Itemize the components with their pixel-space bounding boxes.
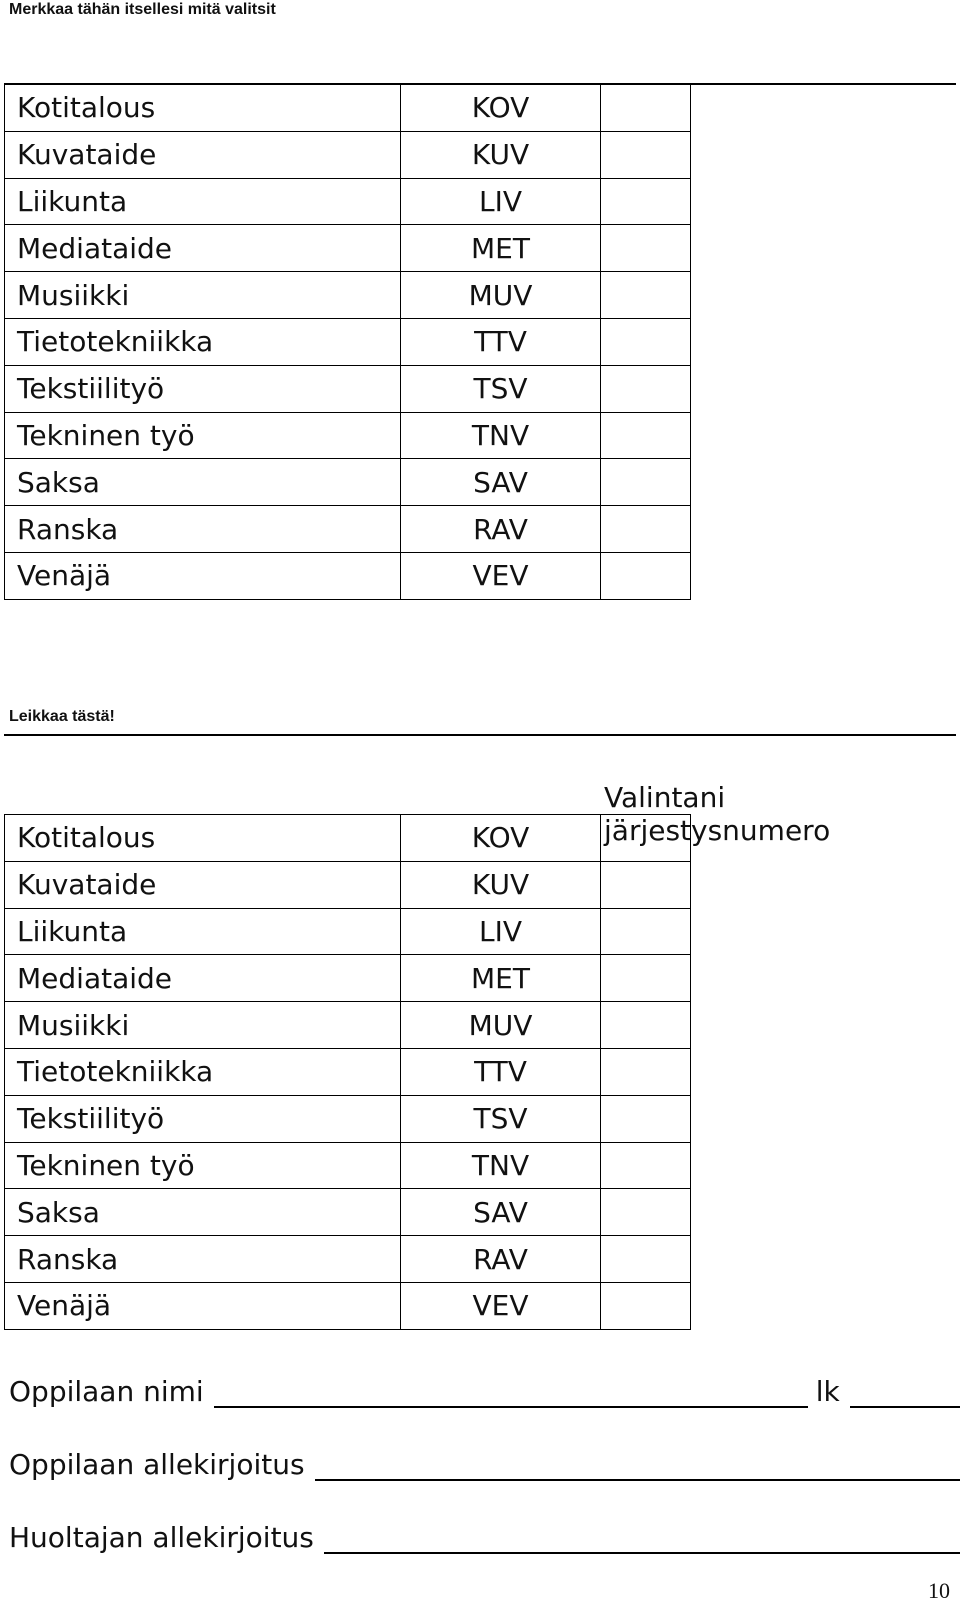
order-number-box[interactable]	[601, 272, 691, 319]
subject-code: KOV	[401, 85, 601, 132]
order-number-box[interactable]	[601, 908, 691, 955]
return-subject-row	[5, 1048, 691, 1095]
order-number-box[interactable]	[601, 955, 691, 1002]
subject-code: TTV	[401, 1048, 601, 1095]
class-label: lk	[815, 1375, 840, 1408]
return-subject-row	[5, 955, 691, 1002]
order-number-heading: Valintani järjestysnumero	[604, 781, 831, 847]
subject-name: Tekninen työ	[5, 1142, 401, 1189]
subject-code: TSV	[401, 365, 601, 412]
subject-name: Tietotekniikka	[5, 318, 401, 365]
return-subject-row	[5, 1236, 691, 1283]
return-subject-row	[5, 1002, 691, 1049]
subject-code: SAV	[401, 1189, 601, 1236]
return-subject-row	[5, 1095, 691, 1142]
subject-name: Kuvataide	[5, 861, 401, 908]
guardian-signature-line[interactable]	[324, 1522, 960, 1554]
subject-name: Saksa	[5, 459, 401, 506]
subject-code: TSV	[401, 1095, 601, 1142]
subject-code: MET	[401, 955, 601, 1002]
guardian-signature-label: Huoltajan allekirjoitus	[9, 1521, 314, 1554]
subject-code: KOV	[401, 815, 601, 862]
order-number-box[interactable]	[601, 1282, 691, 1329]
page-number: 10	[928, 1578, 950, 1603]
class-line[interactable]	[850, 1376, 960, 1408]
subject-name: Mediataide	[5, 955, 401, 1002]
student-signature-line[interactable]	[315, 1449, 960, 1481]
student-name-field[interactable]	[9, 1375, 960, 1408]
order-number-box[interactable]	[601, 365, 691, 412]
subject-name: Venäjä	[5, 552, 401, 599]
subject-code: RAV	[401, 506, 601, 553]
subject-code: KUV	[401, 861, 601, 908]
subject-name: Saksa	[5, 1189, 401, 1236]
subject-table-return	[4, 814, 691, 1330]
subject-name: Kotitalous	[5, 85, 401, 132]
student-signature-field[interactable]	[9, 1448, 960, 1481]
personal-subject-row	[5, 459, 691, 506]
subject-code: LIV	[401, 908, 601, 955]
order-number-box[interactable]	[601, 1002, 691, 1049]
student-name-line[interactable]	[214, 1376, 808, 1408]
return-subject-row	[5, 1282, 691, 1329]
return-subject-row	[5, 1189, 691, 1236]
cut-here-label: Leikkaa tästä!	[9, 708, 115, 725]
subject-name: Kotitalous	[5, 815, 401, 862]
order-number-box[interactable]	[601, 861, 691, 908]
personal-subject-row	[5, 131, 691, 178]
subject-code: TNV	[401, 412, 601, 459]
return-subject-row	[5, 1142, 691, 1189]
personal-subject-row	[5, 318, 691, 365]
student-name-label: Oppilaan nimi	[9, 1375, 204, 1408]
subject-name: Ranska	[5, 1236, 401, 1283]
subject-name: Venäjä	[5, 1282, 401, 1329]
order-number-box[interactable]	[601, 318, 691, 365]
subject-code: SAV	[401, 459, 601, 506]
personal-note-heading: Merkkaa tähän itsellesi mitä valitsit	[9, 1, 276, 18]
subject-code: RAV	[401, 1236, 601, 1283]
order-number-box[interactable]	[601, 131, 691, 178]
subject-name: Kuvataide	[5, 131, 401, 178]
order-number-box[interactable]	[601, 1189, 691, 1236]
subject-code: VEV	[401, 552, 601, 599]
order-number-box[interactable]	[601, 225, 691, 272]
subject-code: LIV	[401, 178, 601, 225]
return-subject-row	[5, 908, 691, 955]
subject-name: Liikunta	[5, 178, 401, 225]
subject-code: TTV	[401, 318, 601, 365]
personal-subject-row	[5, 225, 691, 272]
order-number-box[interactable]	[601, 1236, 691, 1283]
personal-subject-row	[5, 85, 691, 132]
subject-name: Tekstiilityö	[5, 365, 401, 412]
guardian-signature-field[interactable]	[9, 1521, 960, 1554]
personal-subject-row	[5, 412, 691, 459]
subject-code: MUV	[401, 272, 601, 319]
cut-line	[4, 734, 956, 736]
subject-name: Musiikki	[5, 1002, 401, 1049]
order-number-box[interactable]	[601, 552, 691, 599]
subject-code: VEV	[401, 1282, 601, 1329]
order-number-box[interactable]	[601, 1048, 691, 1095]
personal-subject-row	[5, 365, 691, 412]
order-number-box[interactable]	[601, 178, 691, 225]
subject-name: Tietotekniikka	[5, 1048, 401, 1095]
subject-code: KUV	[401, 131, 601, 178]
order-number-box[interactable]	[601, 1095, 691, 1142]
order-number-box[interactable]	[601, 85, 691, 132]
subject-name: Mediataide	[5, 225, 401, 272]
order-number-box[interactable]	[601, 506, 691, 553]
order-number-box[interactable]	[601, 459, 691, 506]
subject-code: MET	[401, 225, 601, 272]
personal-subject-row	[5, 178, 691, 225]
personal-subject-row	[5, 552, 691, 599]
return-subject-row	[5, 815, 691, 862]
subject-code: TNV	[401, 1142, 601, 1189]
student-signature-label: Oppilaan allekirjoitus	[9, 1448, 305, 1481]
subject-name: Musiikki	[5, 272, 401, 319]
order-number-box[interactable]	[601, 1142, 691, 1189]
subject-name: Tekninen työ	[5, 412, 401, 459]
subject-table-personal	[4, 84, 691, 600]
subject-name: Ranska	[5, 506, 401, 553]
order-number-box[interactable]	[601, 815, 691, 862]
return-subject-row	[5, 861, 691, 908]
subject-name: Tekstiilityö	[5, 1095, 401, 1142]
subject-code: MUV	[401, 1002, 601, 1049]
order-number-box[interactable]	[601, 412, 691, 459]
subject-name: Liikunta	[5, 908, 401, 955]
personal-subject-row	[5, 272, 691, 319]
personal-subject-row	[5, 506, 691, 553]
